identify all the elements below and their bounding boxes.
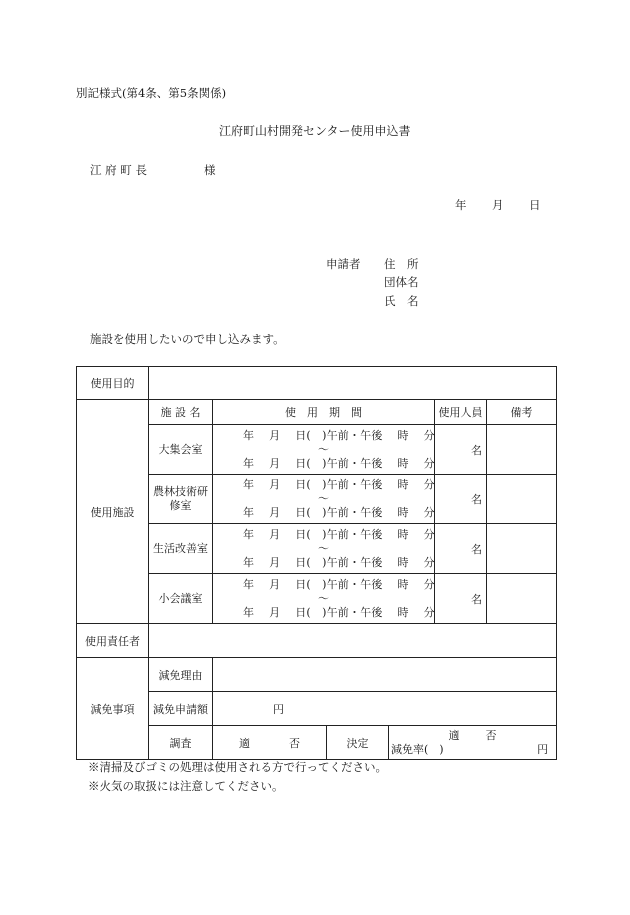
survey-label: 調査	[149, 726, 213, 760]
application-table	[76, 366, 557, 760]
form-title: 江府町山村開発センター使用申込書	[219, 124, 411, 138]
note-fire: ※火気の取扱には注意してください。	[88, 779, 284, 793]
remarks-field[interactable]	[487, 425, 557, 475]
applicant-address-label: 住 所	[384, 257, 419, 271]
decision-field[interactable]	[389, 726, 557, 760]
header-facility: 施 設 名	[149, 400, 213, 425]
survey-yes[interactable]: 適	[239, 736, 250, 750]
addressee-name: 江 府 町 長	[90, 163, 147, 177]
period-field[interactable]: 年 月 日( )午前・午後 時 分 ～ 年 月 日( )午前・午後 時 分	[213, 425, 435, 475]
exemption-amount-label: 減免申請額	[149, 692, 213, 726]
decision-yes[interactable]: 適	[448, 728, 460, 742]
applicant-group-label: 団体名	[384, 275, 419, 289]
applicant-name-label: 氏 名	[384, 294, 419, 308]
purpose-field[interactable]	[149, 367, 557, 400]
people-field[interactable]: 名	[435, 524, 487, 574]
amount-unit: 円	[273, 702, 284, 716]
remarks-field[interactable]	[487, 574, 557, 624]
note-cleaning: ※清掃及びゴミの処理は使用される方で行ってください。	[88, 760, 387, 774]
date-year: 年	[455, 198, 467, 212]
people-field[interactable]: 名	[435, 425, 487, 475]
date-month: 月	[492, 198, 504, 212]
applicant-label: 申請者	[326, 257, 361, 271]
period-field[interactable]: 年 月 日( )午前・午後 時 分 ～ 年 月 日( )午前・午後 時 分	[213, 524, 435, 574]
people-field[interactable]: 名	[435, 574, 487, 624]
header-remarks: 備考	[487, 400, 557, 425]
facility-name: 小会議室	[149, 574, 213, 624]
header-period: 使 用 期 間	[213, 400, 435, 425]
remarks-field[interactable]	[487, 475, 557, 524]
addressee-suffix: 様	[204, 163, 216, 177]
exemption-amount-field[interactable]	[213, 692, 557, 726]
rate-label: 減免率( )	[391, 742, 444, 756]
people-field[interactable]: 名	[435, 475, 487, 524]
exemption-reason-label: 減免理由	[149, 658, 213, 692]
purpose-label: 使用目的	[77, 367, 149, 400]
decision-no[interactable]: 否	[485, 728, 497, 742]
header-people: 使用人員	[435, 400, 487, 425]
survey-no[interactable]: 否	[289, 736, 300, 750]
rate-unit: 円	[537, 742, 549, 756]
period-field[interactable]: 年 月 日( )午前・午後 時 分 ～ 年 月 日( )午前・午後 時 分	[213, 475, 435, 524]
exemption-reason-field[interactable]	[213, 658, 557, 692]
responsible-label: 使用責任者	[77, 624, 149, 658]
remarks-field[interactable]	[487, 524, 557, 574]
responsible-field[interactable]	[149, 624, 557, 658]
period-field[interactable]: 年 月 日( )午前・午後 時 分 ～ 年 月 日( )午前・午後 時 分	[213, 574, 435, 624]
survey-field[interactable]	[213, 726, 327, 760]
facility-name: 農林技術研修室	[149, 475, 213, 524]
form-reference: 別記様式(第4条、第5条関係)	[76, 86, 227, 100]
exemption-label: 減免事項	[77, 658, 149, 760]
facility-name: 生活改善室	[149, 524, 213, 574]
decision-label: 決定	[327, 726, 389, 760]
intro-text: 施設を使用したいので申し込みます。	[90, 332, 285, 346]
facility-name: 大集会室	[149, 425, 213, 475]
date-day: 日	[529, 198, 541, 212]
facility-section-label: 使用施設	[77, 400, 149, 624]
